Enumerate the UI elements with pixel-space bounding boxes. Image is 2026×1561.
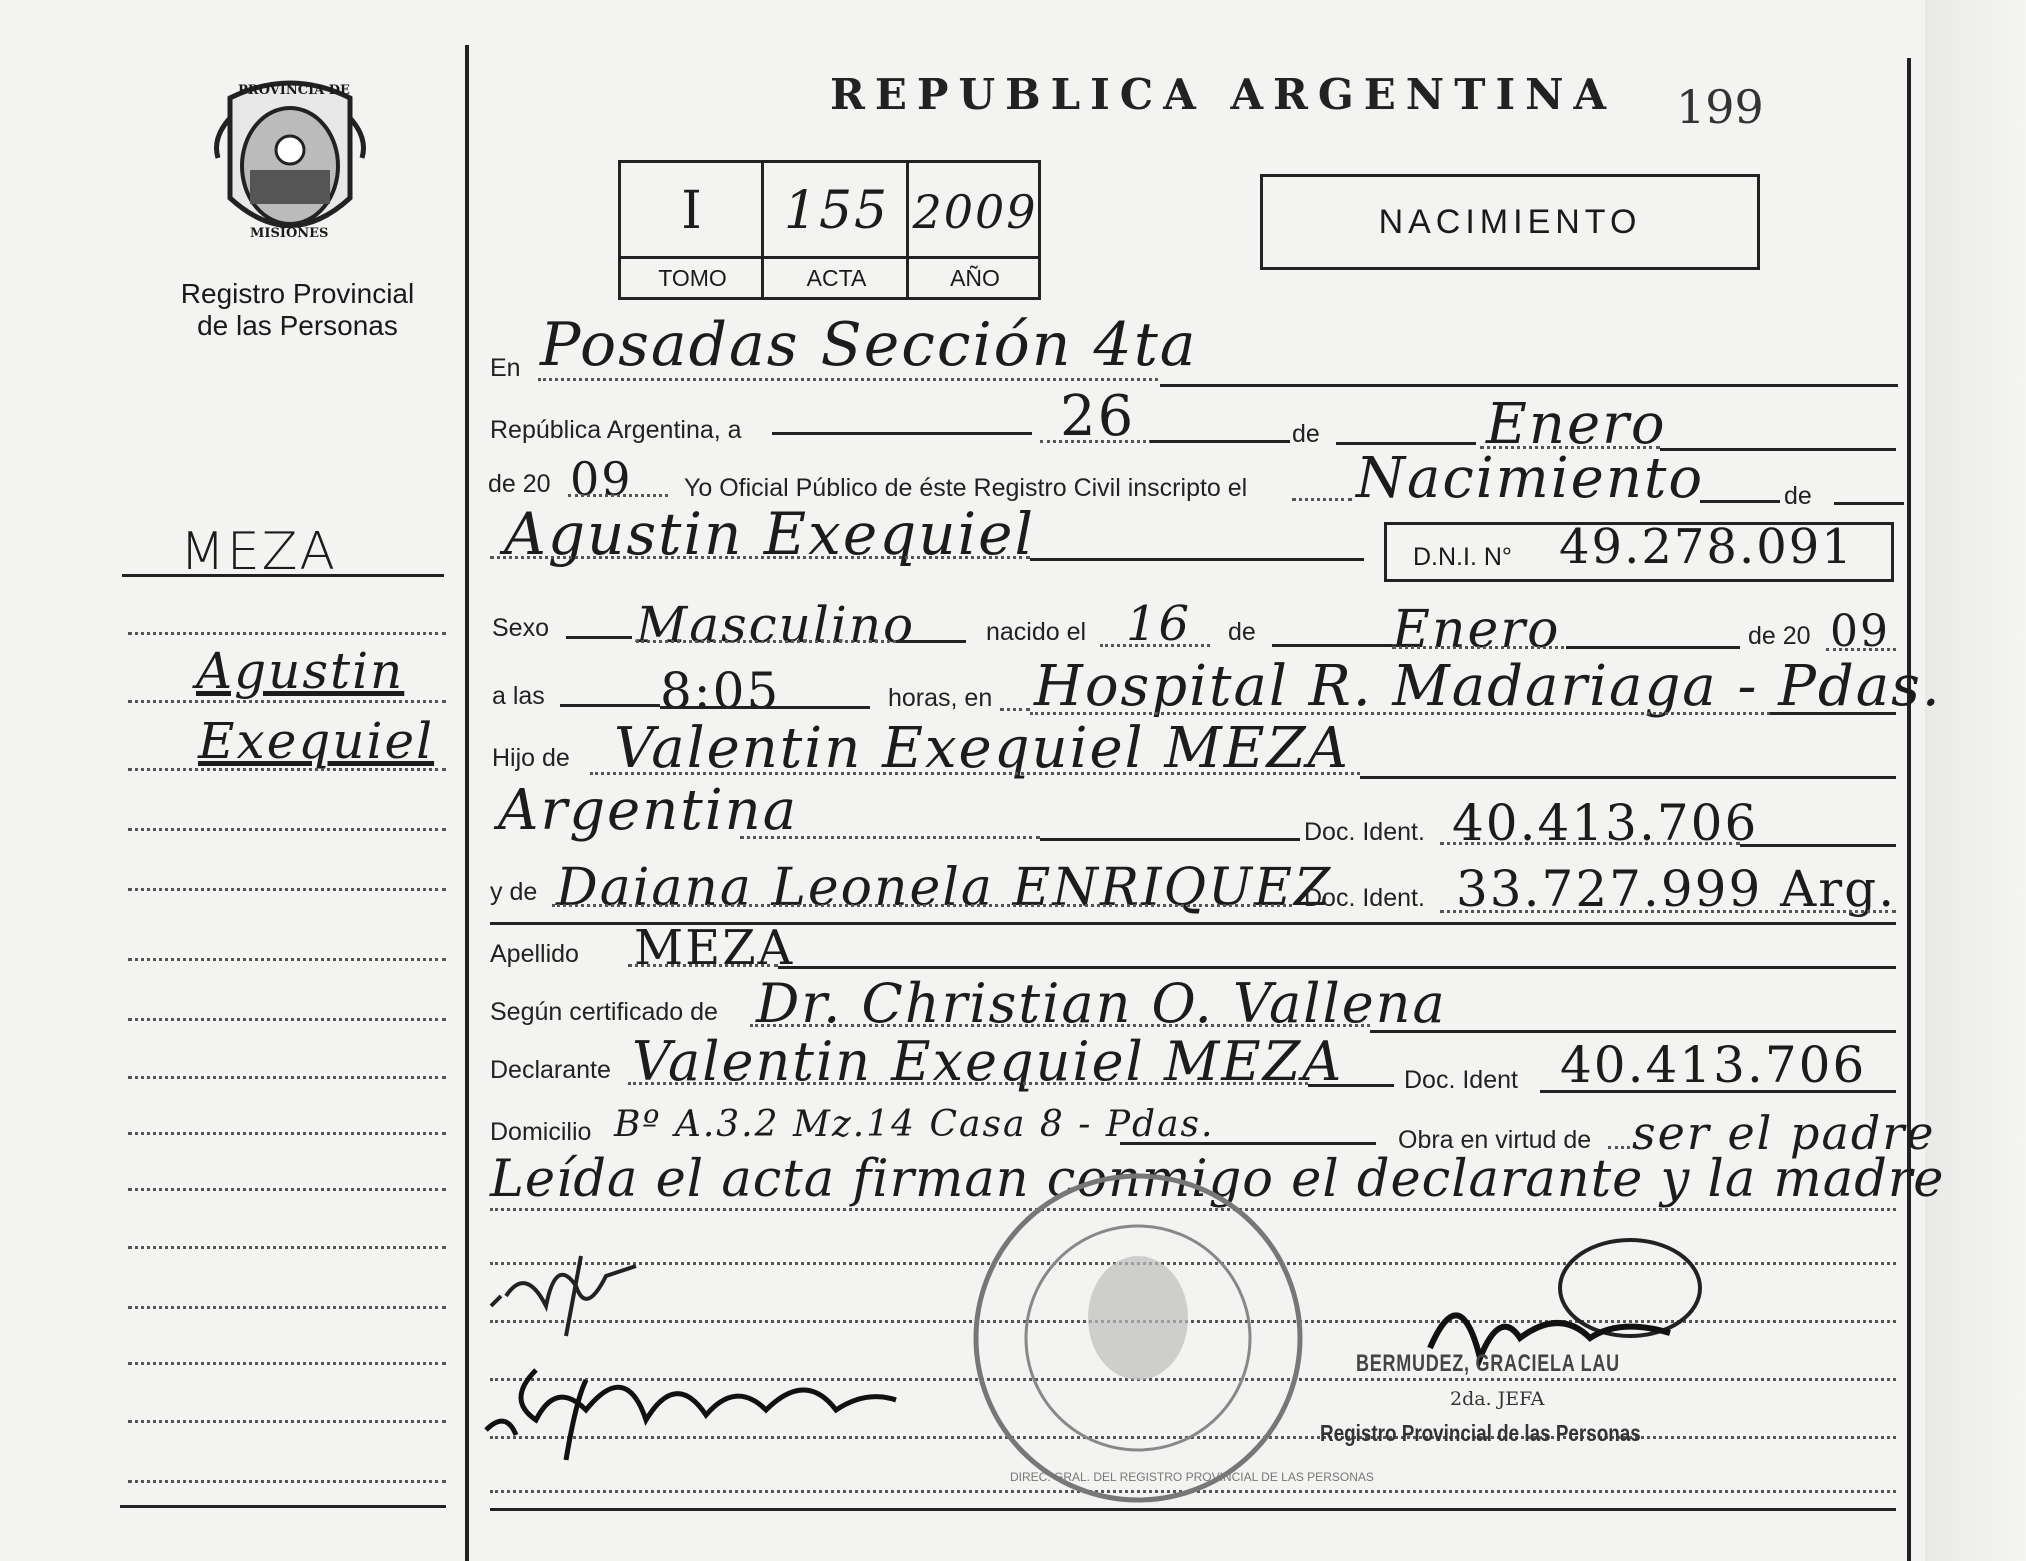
left-form-border xyxy=(465,45,469,1561)
registry-name-line1: Registro Provincial xyxy=(180,278,415,309)
year-suffix: 09 xyxy=(570,452,633,506)
sexo-value: Masculino xyxy=(636,596,916,654)
father-doc-value: 40.413.706 xyxy=(1452,794,1759,852)
birth-place-value: Hospital R. Madariaga - Pdas. xyxy=(1034,654,1942,719)
de20-label: de 20 xyxy=(1748,622,1811,650)
page-edge-shadow xyxy=(1925,0,2026,1561)
apellido-value: MEZA xyxy=(634,920,795,976)
page-title: REPUBLICA ARGENTINA xyxy=(830,70,1617,119)
anio-value: 2009 xyxy=(912,185,1038,239)
month-value: Enero xyxy=(1486,392,1667,457)
birth-year-value: 09 xyxy=(1830,606,1890,657)
day-value: 26 xyxy=(1060,384,1136,449)
child-name-value: Agustin Exequiel xyxy=(504,500,1036,568)
declarante-signature xyxy=(476,1340,936,1480)
doc-ident-label-2: Doc. Ident. xyxy=(1304,884,1425,912)
horas-label: horas, en xyxy=(888,684,993,712)
seal-bottom-text: MISIONES xyxy=(250,226,329,241)
certificado-value: Dr. Christian O. Vallena xyxy=(756,972,1447,1035)
birth-time-value: 8:05 xyxy=(660,662,781,720)
nacido-label: nacido el xyxy=(986,618,1087,646)
anio-label: AÑO xyxy=(950,265,1000,291)
margin-surname: MEZA xyxy=(180,522,337,582)
en-label: En xyxy=(490,354,521,382)
year-prefix: de 20 xyxy=(488,470,551,498)
dni-box xyxy=(1384,519,1894,582)
doc-ident-label-3: Doc. Ident xyxy=(1404,1066,1518,1094)
republica-label: República Argentina, a xyxy=(490,416,742,444)
closing-text: Leída el acta firman conmigo el declarante y la madre xyxy=(490,1150,1945,1209)
tomo-value: I xyxy=(681,181,704,241)
father-nationality-value: Argentina xyxy=(498,778,799,843)
obra-label: Obra en virtud de xyxy=(1398,1126,1592,1154)
record-number-box xyxy=(618,160,1041,300)
sexo-label: Sexo xyxy=(492,614,549,642)
folio-number: 199 xyxy=(1676,80,1764,134)
de-label-1: de xyxy=(1292,420,1320,448)
registry-name-line2: de las Personas xyxy=(197,310,398,341)
domicilio-value: Bº A.3.2 Mz.14 Casa 8 - Pdas. xyxy=(614,1104,1215,1145)
domicilio-label: Domicilio xyxy=(490,1118,592,1146)
mother-doc-value: 33.727.999 Arg. xyxy=(1456,860,1897,918)
dni-label: D.N.I. N° xyxy=(1413,543,1512,571)
margin-name1: Agustin xyxy=(196,642,405,700)
de-label-2: de xyxy=(1784,482,1812,510)
official-role: 2da. JEFA xyxy=(1450,1388,1545,1410)
hijo-label: Hijo de xyxy=(492,744,570,772)
margin-name2: Exequiel xyxy=(198,712,435,770)
alas-label: a las xyxy=(492,682,545,710)
declarante-value: Valentin Exequiel MEZA xyxy=(632,1030,1344,1093)
birth-month-value: Enero xyxy=(1392,600,1561,660)
oficial-text: Yo Oficial Público de éste Registro Civil inscripto el xyxy=(684,474,1248,502)
de-label-3: de xyxy=(1228,618,1256,646)
declarante-label: Declarante xyxy=(490,1056,611,1084)
mother-signature xyxy=(486,1236,646,1346)
dni-value: 49.278.091 xyxy=(1559,519,1854,575)
certificado-label: Según certificado de xyxy=(490,998,718,1026)
apellido-label: Apellido xyxy=(490,940,579,968)
round-stamp-text: DIREC. GRAL. DEL REGISTRO PROVINCIAL DE LAS PERSONAS xyxy=(1010,1470,1374,1484)
right-form-border xyxy=(1907,58,1911,1561)
obra-value: ser el padre xyxy=(1632,1106,1936,1160)
official-office: Registro Provincial de las Personas xyxy=(1320,1420,1641,1446)
acta-label: ACTA xyxy=(806,265,867,291)
place-value: Posadas Sección 4ta xyxy=(540,310,1198,380)
record-type: NACIMIENTO xyxy=(1378,203,1642,241)
record-type-box xyxy=(1260,174,1760,270)
inscripto-value: Nacimiento xyxy=(1356,446,1705,511)
yde-label: y de xyxy=(490,878,538,906)
official-name: BERMUDEZ, GRACIELA LAU xyxy=(1356,1350,1620,1377)
declarante-doc-value: 40.413.706 xyxy=(1560,1036,1867,1094)
birth-day-value: 16 xyxy=(1126,596,1192,652)
tomo-label: TOMO xyxy=(658,265,727,291)
father-name-value: Valentin Exequiel MEZA xyxy=(614,716,1350,781)
mother-name-value: Daiana Leonela ENRIQUEZ xyxy=(556,858,1333,918)
doc-ident-label-1: Doc. Ident. xyxy=(1304,818,1425,846)
acta-value: 155 xyxy=(783,181,890,241)
official-round-stamp xyxy=(968,1168,1374,1508)
seal-top-text: PROVINCIA DE xyxy=(238,83,350,98)
